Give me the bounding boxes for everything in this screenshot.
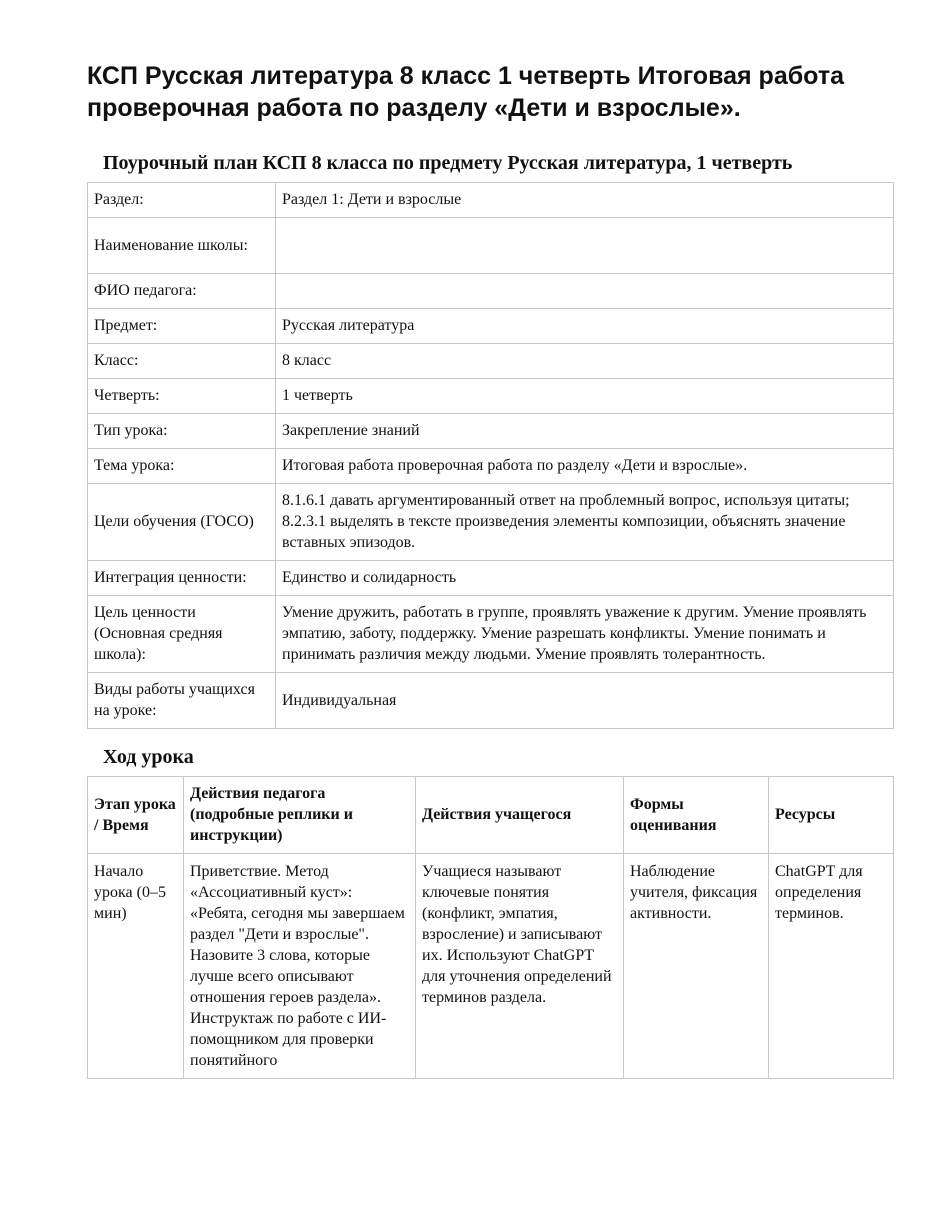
table-header-row [88,777,894,854]
info-value: 8 класс [276,344,894,379]
info-value: Закрепление знаний [276,414,894,449]
table-row [88,274,894,309]
info-value: Единство и солидарность [276,561,894,596]
table-row [88,673,894,729]
info-value: Индивидуальная [276,673,894,729]
info-value [276,218,894,274]
info-label: Интеграция ценности: [88,561,276,596]
document-title: КСП Русская литература 8 класс 1 четверть Итоговая работа проверочная работа по разделу «Дети и взрослые». [87,62,844,122]
info-value: 8.1.6.1 давать аргументированный ответ на проблемный вопрос, используя цитаты; 8.2.3.1 выделять в тексте произведения элементы композиции, объяснять значение вставных эпизодов. [276,484,894,561]
table-row [88,854,894,1079]
column-header-assessment: Формы оценивания [624,777,769,854]
table-row [88,596,894,673]
cell-teacher: Приветствие. Метод «Ассоциативный куст»: «Ребята, сегодня мы завершаем раздел "Дети и взрослые". Назовите 3 слова, которые лучше всего описывают отношения героев раздела». Инструктаж по работе с ИИ-помощником для проверки понятийного [184,854,416,1079]
info-label: ФИО педагога: [88,274,276,309]
info-label: Наименование школы: [88,218,276,274]
info-label: Тема урока: [88,449,276,484]
info-label: Тип урока: [88,414,276,449]
column-header-teacher: Действия педагога (подробные реплики и инструкции) [184,777,416,854]
info-table [87,182,894,729]
table-row [88,379,894,414]
document-page [87,0,893,1079]
column-header-stage: Этап урока / Время [88,777,184,854]
info-label: Виды работы учащихся на уроке: [88,673,276,729]
info-value: Русская литература [276,309,894,344]
cell-resources: ChatGPT для определения терминов. [769,854,894,1079]
table-row [88,414,894,449]
info-label: Цель ценности (Основная средняя школа): [88,596,276,673]
table-row [88,449,894,484]
table-row [88,218,894,274]
lesson-table [87,776,894,1079]
column-header-resources: Ресурсы [769,777,894,854]
table-row [88,183,894,218]
table-row [88,484,894,561]
cell-assessment: Наблюдение учителя, фиксация активности. [624,854,769,1079]
info-value: Итоговая работа проверочная работа по разделу «Дети и взрослые». [276,449,894,484]
info-value: 1 четверть [276,379,894,414]
plan-heading: Поурочный план КСП 8 класса по предмету Русская литература, 1 четверть [103,152,793,174]
info-value: Раздел 1: Дети и взрослые [276,183,894,218]
table-row [88,561,894,596]
cell-student: Учащиеся называют ключевые понятия (конфликт, эмпатия, взросление) и записывают их. Используют ChatGPT для уточнения определений терминов раздела. [416,854,624,1079]
info-label: Раздел: [88,183,276,218]
info-label: Класс: [88,344,276,379]
cell-stage: Начало урока (0–5 мин) [88,854,184,1079]
info-label: Четверть: [88,379,276,414]
lesson-heading: Ход урока [103,746,194,768]
table-row [88,344,894,379]
table-row [88,309,894,344]
column-header-student: Действия учащегося [416,777,624,854]
info-label: Предмет: [88,309,276,344]
info-label: Цели обучения (ГОСО) [88,484,276,561]
info-value: Умение дружить, работать в группе, проявлять уважение к другим. Умение проявлять эмпатию, заботу, поддержку. Умение разрешать конфликты. Умение понимать и принимать различия между людьми. Умение проявлять толерантность. [276,596,894,673]
info-value [276,274,894,309]
